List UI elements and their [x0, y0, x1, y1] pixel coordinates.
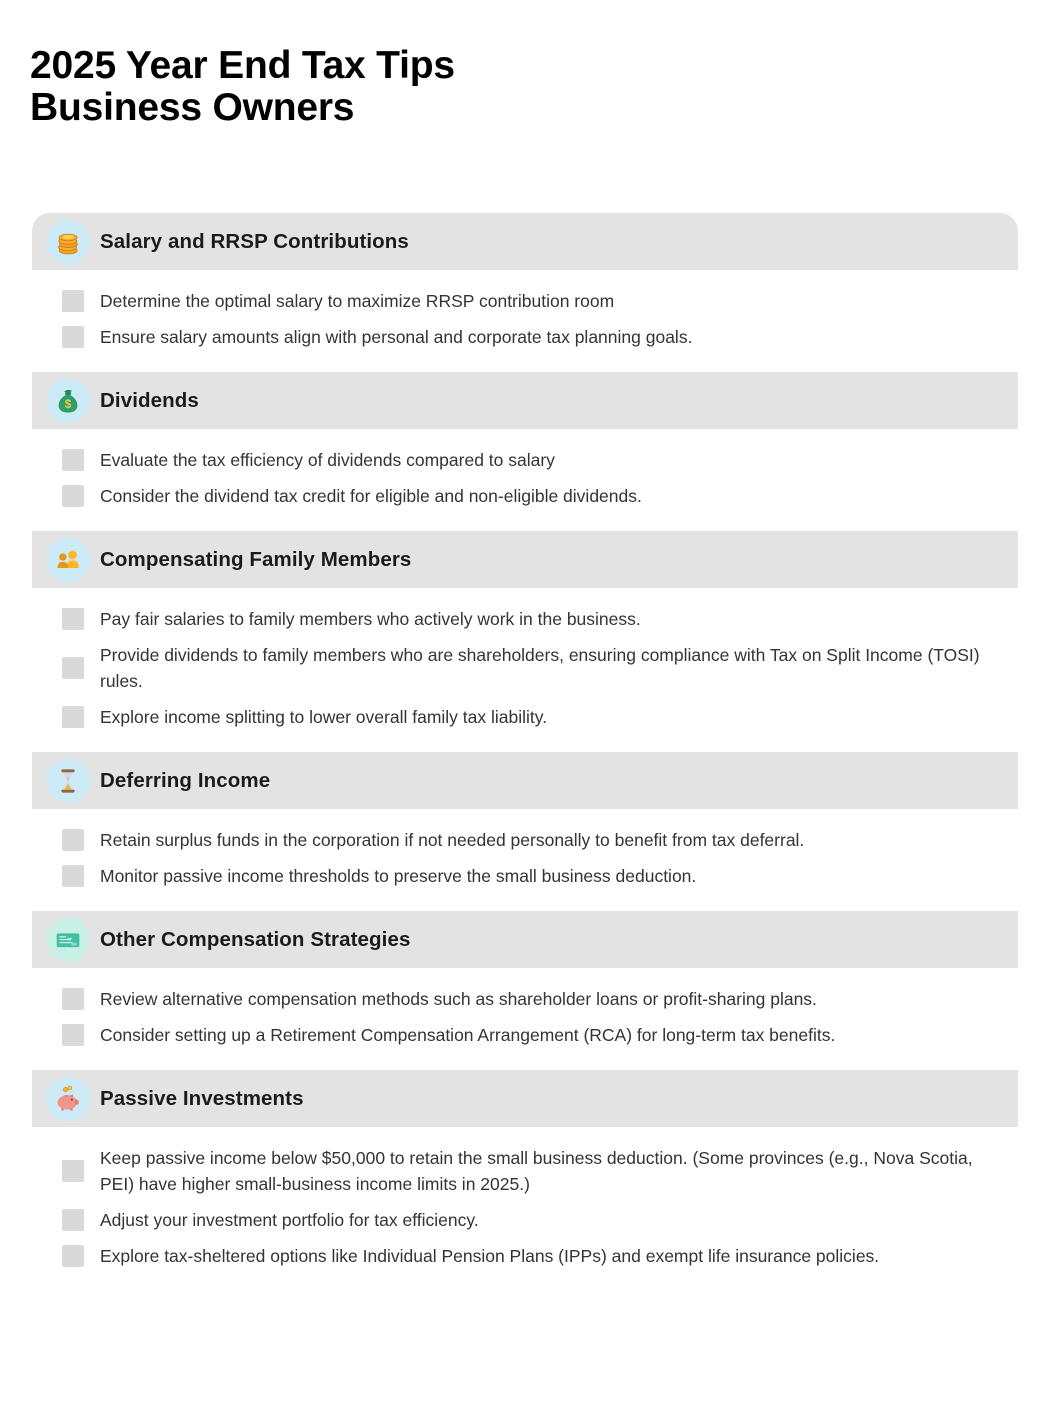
item-text: Provide dividends to family members who are shareholders, ensuring compliance with Tax on Split Income (TOSI) rules. — [100, 645, 980, 691]
checklist-item — [62, 637, 987, 699]
item-text: Consider setting up a Retirement Compensation Arrangement (RCA) for long-term tax benefits. — [100, 1025, 836, 1045]
checklist-item — [62, 1017, 987, 1053]
checkbox[interactable] — [62, 1209, 84, 1231]
section-header-deferring-income — [32, 752, 1018, 809]
section-deferring-income — [33, 752, 1017, 911]
page-title-line2: Business Owners — [30, 86, 355, 129]
section-header-salary-rrsp — [32, 213, 1018, 270]
family-icon — [46, 538, 90, 582]
section-dividends — [33, 372, 1017, 531]
section-items — [33, 1127, 1017, 1291]
section-header-other-compensation — [32, 911, 1018, 968]
checkbox[interactable] — [62, 1024, 84, 1046]
cheque-icon — [46, 918, 90, 962]
checkbox[interactable] — [62, 865, 84, 887]
checkbox[interactable] — [62, 1245, 84, 1267]
hourglass-icon — [46, 759, 90, 803]
coins-icon — [46, 220, 90, 264]
checkbox[interactable] — [62, 1160, 84, 1182]
section-items — [33, 588, 1017, 752]
item-text: Adjust your investment portfolio for tax efficiency. — [100, 1210, 479, 1230]
item-text: Explore income splitting to lower overall family tax liability. — [100, 707, 548, 727]
checklist-item — [62, 283, 987, 319]
checklist-item — [62, 822, 987, 858]
money-bag-icon — [46, 379, 90, 423]
checkbox[interactable] — [62, 449, 84, 471]
checklist-item — [62, 478, 987, 514]
section-title: Compensating Family Members — [100, 547, 412, 571]
item-text: Explore tax-sheltered options like Individual Pension Plans (IPPs) and exempt life insurance policies. — [100, 1246, 880, 1266]
section-family-members — [33, 531, 1017, 752]
svg-text:$: $ — [64, 397, 72, 411]
item-text: Retain surplus funds in the corporation if not needed personally to benefit from tax deferral. — [100, 830, 805, 850]
section-items — [33, 809, 1017, 911]
checkbox[interactable] — [62, 608, 84, 630]
section-title: Passive Investments — [100, 1086, 304, 1110]
item-text: Evaluate the tax efficiency of dividends compared to salary — [100, 450, 555, 470]
item-text: Pay fair salaries to family members who actively work in the business. — [100, 609, 641, 629]
section-header-dividends — [32, 372, 1018, 429]
checkbox[interactable] — [62, 326, 84, 348]
item-text: Review alternative compensation methods such as shareholder loans or profit-sharing plans. — [100, 989, 817, 1009]
checkbox[interactable] — [62, 706, 84, 728]
section-salary-rrsp — [33, 213, 1017, 372]
section-title: Deferring Income — [100, 768, 271, 792]
page-title-line1: 2025 Year End Tax Tips — [30, 44, 455, 87]
checklist-item — [62, 858, 987, 894]
checkbox[interactable] — [62, 988, 84, 1010]
section-items — [33, 429, 1017, 531]
item-text: Consider the dividend tax credit for eligible and non-eligible dividends. — [100, 486, 642, 506]
tax-tips-checklist-card — [33, 213, 1017, 1291]
checklist-item — [62, 1140, 987, 1202]
checklist-item — [62, 601, 987, 637]
checklist-item — [62, 442, 987, 478]
item-text: Monitor passive income thresholds to preserve the small business deduction. — [100, 866, 697, 886]
checkbox[interactable] — [62, 290, 84, 312]
page-title — [30, 45, 1050, 129]
item-text: Determine the optimal salary to maximize RRSP contribution room — [100, 291, 615, 311]
checklist-item — [62, 319, 987, 355]
checkbox[interactable] — [62, 657, 84, 679]
section-header-family-members — [32, 531, 1018, 588]
checklist-item — [62, 1202, 987, 1238]
checklist-item — [62, 981, 987, 1017]
item-text: Keep passive income below $50,000 to retain the small business deduction. (Some provinces (e.g., Nova Scotia, PEI) have higher small-business income limits in 2025.) — [100, 1148, 973, 1194]
section-title: Dividends — [100, 388, 199, 412]
section-items — [33, 968, 1017, 1070]
section-passive-investments — [33, 1070, 1017, 1291]
item-text: Ensure salary amounts align with personal and corporate tax planning goals. — [100, 327, 693, 347]
checklist-item — [62, 699, 987, 735]
piggy-bank-icon — [46, 1077, 90, 1121]
checkbox[interactable] — [62, 485, 84, 507]
section-title: Other Compensation Strategies — [100, 927, 411, 951]
section-other-compensation — [33, 911, 1017, 1070]
checkbox[interactable] — [62, 829, 84, 851]
section-items — [33, 270, 1017, 372]
section-header-passive-investments — [32, 1070, 1018, 1127]
checklist-item — [62, 1238, 987, 1274]
section-title: Salary and RRSP Contributions — [100, 229, 409, 253]
